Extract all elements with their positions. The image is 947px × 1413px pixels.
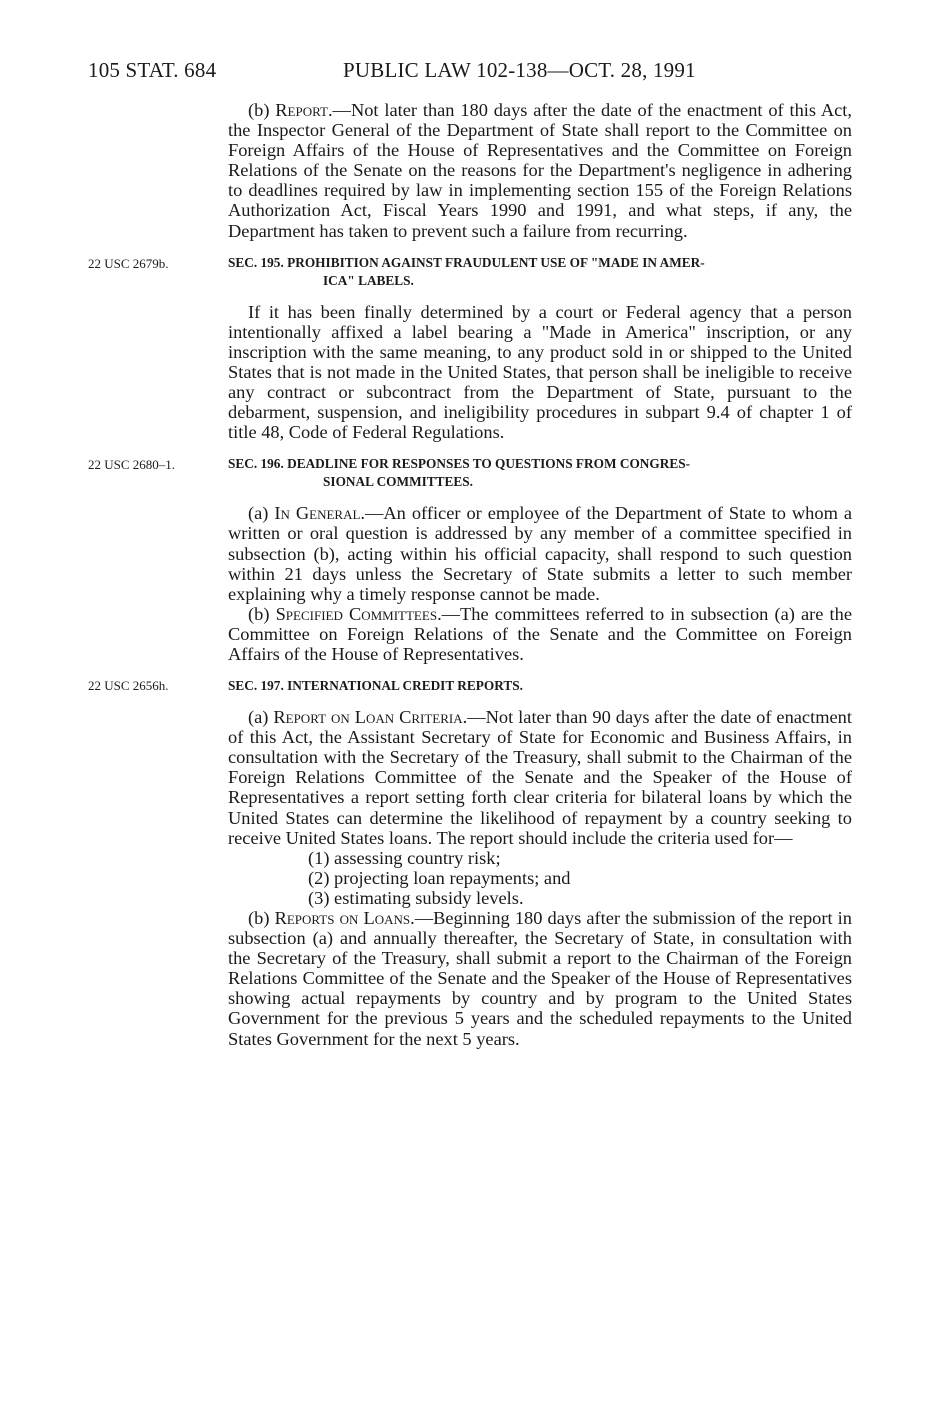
law-citation: PUBLIC LAW 102-138—OCT. 28, 1991 [343, 58, 696, 82]
section-heading: SEC. 197. INTERNATIONAL CREDIT REPORTS. [228, 678, 523, 694]
paragraph-heading: Specified Committees [275, 603, 438, 624]
paragraph-heading: Report [275, 100, 328, 120]
section-197 [88, 677, 852, 695]
list-item: (2) projecting loan repayments; and [308, 867, 571, 888]
paragraph-b-report: (b) Report.—Not later than 180 days after the date of the enactment of this Act, the Inspector General of the Department of State shall report to the Committee on Foreign Affairs of the House of Representatives and the Committee on Foreign Relations of the Senate on the reasons for the Department's negligence in adhering to deadlines required by law in implementing section 155 of the Foreign Relations Authorization Act, Fiscal Years 1990 and 1991, and what steps, if any, the Department has taken to prevent such a failure from recurring. [228, 100, 852, 241]
section-heading: SEC. 196. DEADLINE FOR RESPONSES TO QUESTIONS FROM CONGRES- SIONAL COMMITTEES. [228, 456, 691, 490]
stat-page-number: 105 STAT. 684 [88, 58, 217, 82]
section-196 [88, 455, 852, 491]
section-195 [88, 254, 852, 290]
list-item: (3) estimating subsidy levels. [308, 887, 524, 908]
document-body [88, 100, 853, 1049]
paragraph-heading: In General [274, 503, 361, 524]
paragraph-heading: Reports on Loans [274, 908, 411, 928]
paragraph-heading: Report on Loan Criteria [273, 707, 463, 728]
section-heading: SEC. 195. PROHIBITION AGAINST FRAUDULENT USE OF "MADE IN AMER- ICA" LABELS. [228, 254, 705, 288]
margin-citation: 22 USC 2679b. [88, 255, 169, 271]
margin-citation: 22 USC 2656h. [88, 678, 169, 694]
list-item: (1) assessing country risk; [308, 847, 501, 868]
section-197-a: (a) Report on Loan Criteria.—Not later than 90 days after the date of enactment of this Act, the Assistant Secretary of State for Economic and Business Affairs, in consultation with the Secretary of the Treasury, shall submit to the Chairman of the Foreign Relations Committee of the Senate and the Speaker of the House of Representatives a report setting forth clear criteria for bilateral loans by which the United States can determine the likelihood of repayment by a country seeking to receive United States loans. The report should include the criteria used for— [228, 707, 852, 848]
section-195-text: If it has been finally determined by a court or Federal agency that a person intentionally affixed a label bearing a "Made in America" inscription, or any inscription with the same meaning, to any product sold in or shipped to the United States that is not made in the United States, that person shall be ineligible to receive any contract or subcontract from the Department of State, pursuant to the debarment, suspension, and ineligibility procedures in subpart 9.4 of chapter 1 of title 48, Code of Federal Regulations. [228, 301, 852, 443]
section-197-b: (b) Reports on Loans.—Beginning 180 days after the submission of the report in subsection (a) and annually thereafter, the Secretary of State, in consultation with the Secretary of the Treasury, shall submit a report to the Chairman of the Foreign Relations Committee of the Senate and the Speaker of the House of Representatives showing actual repayments by country and by program to the United States Government for the previous 5 years and the scheduled repayments to the United States Government for the next 5 years. [228, 908, 852, 1049]
page-header [88, 58, 887, 84]
margin-citation: 22 USC 2680–1. [88, 457, 176, 473]
section-196-b: (b) Specified Committees.—The committees referred to in subsection (a) are the Committee on Foreign Relations of the Senate and the Committee on Foreign Affairs of the House of Representatives. [228, 603, 853, 664]
section-196-a: (a) In General.—An officer or employee of the Department of State to whom a written or oral question is addressed by any member of a committee specified in subsection (b), acting within his official capacity, shall respond to such question within 21 days unless the Secretary of State submits a letter to such member explaining why a timely response cannot be made. [228, 503, 852, 604]
